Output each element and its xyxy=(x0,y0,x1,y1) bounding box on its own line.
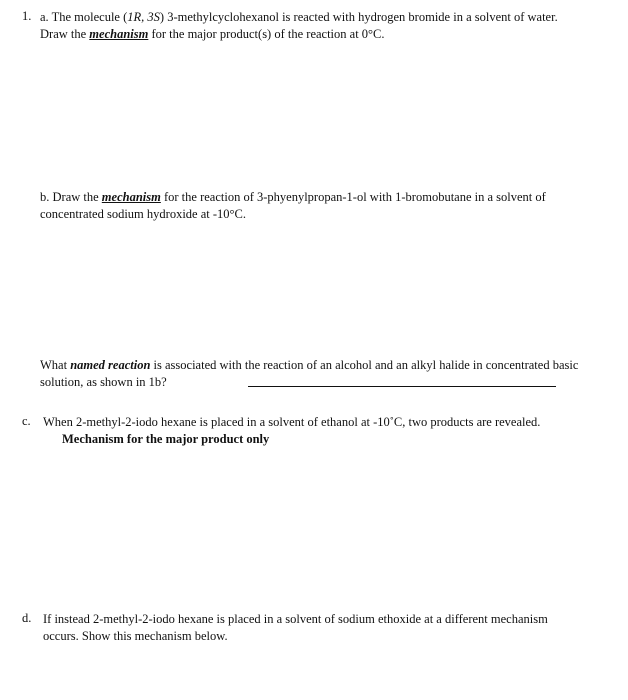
named-reaction-line-2: solution, as shown in 1b? xyxy=(40,375,167,389)
part-d-line-2: occurs. Show this mechanism below. xyxy=(43,629,228,643)
part-a-line1-post: ) 3-methylcyclohexanol is reacted with hydrogen bromide in a solvent of water. xyxy=(159,10,558,24)
part-b-text xyxy=(40,189,546,223)
named-reaction-line-1 xyxy=(40,357,578,374)
part-a-text xyxy=(40,9,558,43)
part-a-line-1 xyxy=(40,9,558,26)
named-line1-pre: What xyxy=(40,358,71,372)
part-a-stereo: 1R, 3S xyxy=(127,10,160,24)
named-reaction-emphasis: named reaction xyxy=(70,358,151,372)
part-a-line-2 xyxy=(40,26,558,43)
part-a-line1-pre: The molecule ( xyxy=(51,10,128,24)
part-a-letter: a. xyxy=(40,10,49,24)
part-b-letter: b. xyxy=(40,190,50,204)
part-b-line-2: concentrated sodium hydroxide at -10°C. xyxy=(40,207,246,221)
part-b-line-1 xyxy=(40,189,546,206)
part-b-mechanism-emphasis: mechanism xyxy=(101,190,161,204)
answer-blank-line[interactable] xyxy=(248,386,556,387)
part-d-letter: d. xyxy=(22,611,32,625)
part-a-line2-pre: Draw the xyxy=(40,27,90,41)
part-a-line2-post: for the major product(s) of the reaction at 0°C. xyxy=(148,27,385,41)
part-d-line-1: If instead 2-methyl-2-iodo hexane is placed in a solvent of sodium ethoxide at a different mechanism xyxy=(43,612,548,626)
part-b-line1-post: for the reaction of 3-phyenylpropan-1-ol with 1-bromobutane in a solvent of xyxy=(160,190,546,204)
part-c-text xyxy=(43,414,540,448)
question-number: 1. xyxy=(22,9,32,23)
part-b-line1-pre: Draw the xyxy=(52,190,102,204)
part-c-line-1: When 2-methyl-2-iodo hexane is placed in a solvent of ethanol at -10˚C, two products are revealed. xyxy=(43,415,541,429)
part-c-line-2: Mechanism for the major product only xyxy=(62,432,270,446)
named-line1-post: is associated with the reaction of an alcohol and an alkyl halide in concentrated basic xyxy=(150,358,579,372)
part-d-text xyxy=(43,611,548,645)
part-a-mechanism-emphasis: mechanism xyxy=(89,27,149,41)
part-c-letter: c. xyxy=(22,414,31,428)
